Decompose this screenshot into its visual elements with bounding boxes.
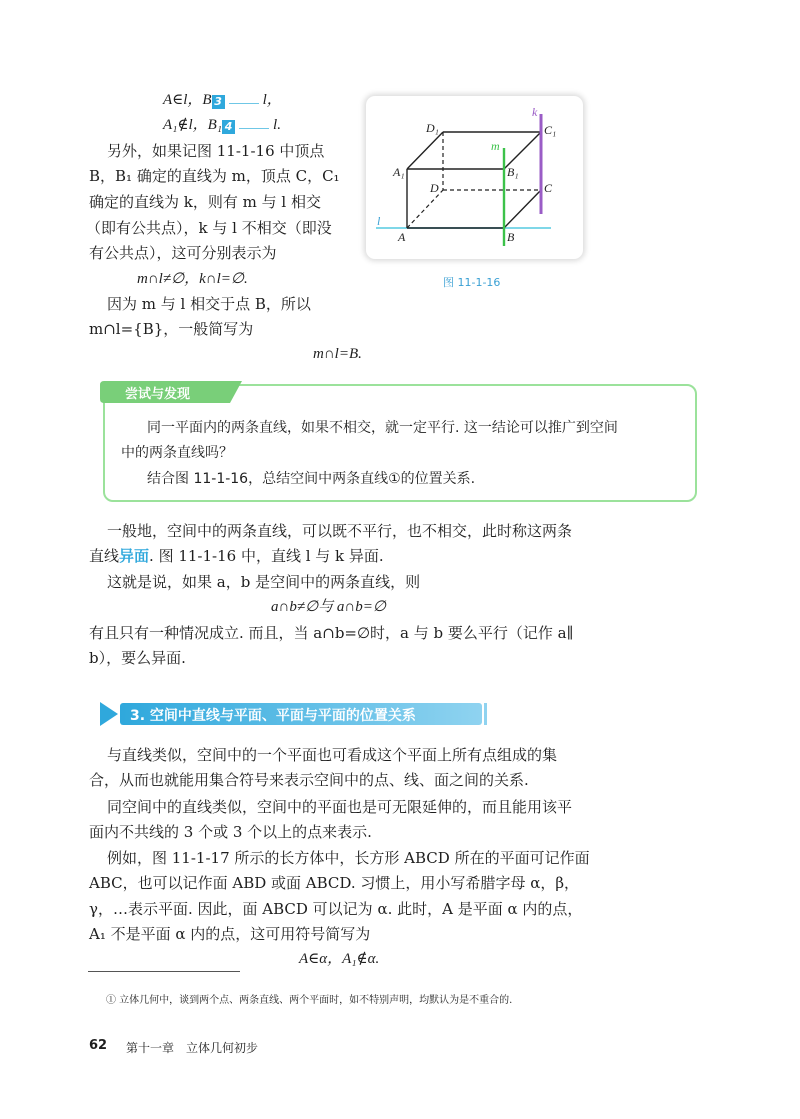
blank-4[interactable] (239, 115, 269, 129)
para2-line-0: 因为 m 与 l 相交于点 B，所以 (107, 295, 311, 313)
page-number: 62 (89, 1038, 108, 1053)
para4-line-7: A₁ 不是平面 α 内的点，这可用符号简写为 (89, 925, 371, 943)
para3-line-5: 有且只有一种情况成立. 而且，当 a∩b=∅时，a 与 b 要么平行（记作 a∥ (89, 624, 574, 642)
para3-line-3: 这就是说，如果 a，b 是空间中的两条直线，则 (107, 573, 421, 591)
label-k: k (532, 105, 538, 119)
try-discover-title: 尝试与发现 (125, 387, 191, 402)
para4-line-4: 例如，图 11-1-17 所示的长方体中，长方形 ABCD 所在的平面可记作面 (107, 849, 590, 867)
para4-line-0: 与直线类似，空间中的一个平面也可看成这个平面上所有点组成的集 (107, 746, 558, 764)
label-C: C (544, 181, 553, 195)
para2-line-1: m∩l={B}，一般简写为 (89, 320, 254, 338)
formula-2: m∩l=B. (313, 346, 362, 362)
formula-3: A∈α，A₁∉α. (299, 951, 380, 967)
label-A1: A₁ (393, 165, 405, 179)
para4-line-6: γ，…表示平面. 因此，面 ABCD 可以记为 α. 此时，A 是平面 α 内的点， (89, 900, 583, 918)
label-C1: C₁ (544, 123, 557, 137)
membership-2-text: A₁∉l，B₁ (163, 117, 223, 133)
membership-2-end: l. (273, 117, 281, 133)
para1-line-3: （即有公共点），k 与 l 不相交（即没 (86, 219, 332, 237)
membership-line-1 (163, 87, 282, 113)
para4-line-3: 面内不共线的 3 个或 3 个以上的点来表示. (89, 823, 372, 841)
term-skew: 异面 (119, 547, 150, 565)
para4-line-5: ABC，也可以记作面 ABD 或面 ABCD. 习惯上，用小写希腊字母 α，β， (89, 874, 580, 892)
try-line-0: 同一平面内的两条直线，如果不相交，就一定平行. 这一结论可以推广到空间 (147, 420, 618, 436)
label-m: m (491, 139, 500, 153)
para1-line-4: 有公共点），这可分别表示为 (89, 244, 277, 262)
formula-1: m∩l≠∅，k∩l=∅. (137, 271, 248, 287)
blank-3-marker: 3 (212, 95, 225, 109)
chapter-title: 第十一章 立体几何初步 (126, 1041, 259, 1055)
membership-1-text: A∈l，B (163, 92, 212, 108)
figure-11-1-16 (366, 96, 583, 259)
membership-1-end: l， (262, 92, 282, 108)
section-3-title: 3. 空间中直线与平面、平面与平面的位置关系 (130, 708, 416, 724)
para1-line-0: 另外，如果记图 11-1-16 中顶点 (107, 142, 325, 160)
para3-line-2 (89, 543, 384, 569)
membership-line-2 (163, 112, 281, 138)
cuboid-edges (407, 132, 541, 228)
para3-line-1: 一般地，空间中的两条直线，可以既不平行，也不相交，此时称这两条 (107, 522, 573, 540)
figure-caption: 图 11-1-16 (443, 276, 501, 289)
label-D1: D₁ (426, 121, 439, 135)
label-B: B (507, 230, 515, 244)
para3-l2b: . 图 11-1-16 中，直线 l 与 k 异面. (149, 547, 384, 565)
label-l: l (377, 214, 381, 228)
footnote-rule (88, 971, 240, 972)
footnote: ① 立体几何中，谈到两个点、两条直线、两个平面时，如不特别声明，均默认为是不重合的. (106, 995, 513, 1006)
try-line-1: 中的两条直线吗？ (121, 445, 233, 461)
cuboid-hidden-edges (407, 132, 541, 228)
blank-3[interactable] (229, 90, 259, 104)
para4-line-2: 同空间中的直线类似，空间中的平面也是可无限延伸的，而且能用该平 (107, 798, 573, 816)
para4-line-1: 合，从而也就能用集合符号来表示空间中的点、线、面之间的关系. (89, 771, 529, 789)
cuboid-diagram (366, 96, 583, 259)
label-D: D (430, 181, 439, 195)
label-A: A (398, 230, 406, 244)
label-B1: B₁ (507, 165, 519, 179)
para3-line-6: b），要么异面. (89, 649, 186, 667)
para1-line-2: 确定的直线为 k，则有 m 与 l 相交 (89, 193, 321, 211)
blank-4-marker: 4 (222, 120, 235, 134)
para3-l2a: 直线 (89, 547, 120, 565)
para1-line-1: B，B₁ 确定的直线为 m，顶点 C，C₁ (89, 167, 340, 185)
formula-skew: a∩b≠∅与 a∩b=∅ (271, 599, 386, 615)
try-line-2: 结合图 11-1-16，总结空间中两条直线①的位置关系. (147, 471, 476, 487)
